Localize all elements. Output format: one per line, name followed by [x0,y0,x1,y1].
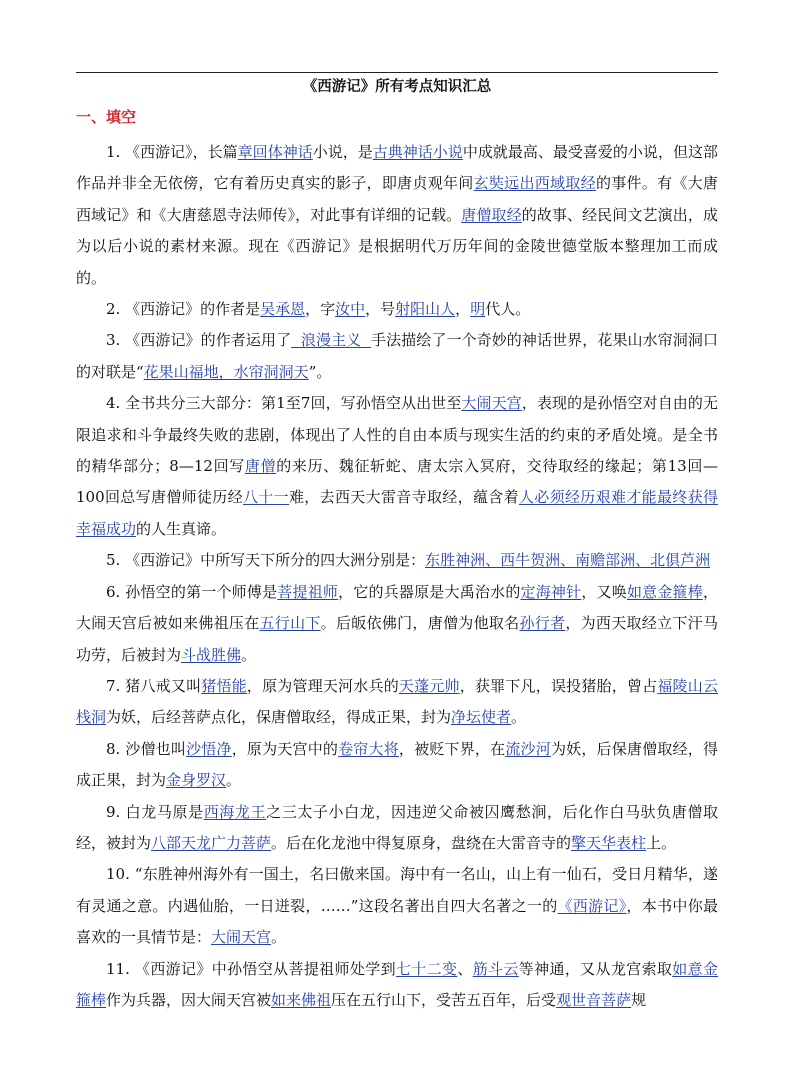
question-paragraph [76,734,718,797]
question-text: 代人。 [485,300,531,319]
answer-blank: 定海神针 [520,582,582,601]
answer-blank: 金身罗汉 [166,771,227,790]
question-text: 2. 《西游记》的作者是 [106,300,261,319]
question-text: 规 [631,990,647,1009]
answer-blank: 大闹天宫 [211,928,272,947]
question-text: 小说，是 [312,143,373,161]
document-body [76,137,718,1016]
question-text: 。 [226,771,242,790]
question-text: ，本书中你最喜欢的一具情节是： [76,896,718,947]
answer-blank: 章回体神话 [237,143,313,161]
question-text: 的故事、经民间文艺演出，成为以后小说的素材来源。现在《西游记》是根据明代万历年间的金陵世德堂版本整理加工而成的。 [76,205,718,287]
answer-blank: 明 [470,300,486,319]
question-text: 压在五行山下，受苦五百年，后受 [331,990,557,1009]
question-text: 、 [457,959,473,978]
section-heading: 一、填空 [76,108,137,126]
answer-blank: 射阳山人 [395,300,456,319]
answer-blank: 流沙河 [505,739,551,758]
question-text: ，原为天宫中的 [231,739,339,758]
question-text: ，大闹天宫后被如来佛祖压在 [76,582,718,633]
answer-blank: 八部天龙广力菩萨 [151,833,272,852]
question-text: 上。 [646,833,677,852]
answer-blank: 如来佛祖 [271,990,332,1009]
question-text: 的人生真谛。 [136,519,227,538]
answer-blank: 沙悟净 [186,739,232,758]
answer-blank: 天蓬元帅 [398,676,460,695]
answer-blank: 菩提祖师 [277,582,339,601]
question-text: 等神通，又从龙宫索取 [518,959,673,978]
answer-blank: 古典神话小说 [372,143,463,161]
question-paragraph [76,671,718,734]
question-paragraph [76,545,718,576]
document-title: 《西游记》所有考点知识汇总 [302,79,492,95]
question-text: 10. “东胜神州海外有一国土，名曰傲来国。海中有一名山，山上有一仙石，受日月精华，遂有灵通之意。内遇仙胎，一日迸裂，……”这段名著出自四大名著之一的 [76,865,718,915]
question-text: 3. 《西游记》的作者运用了 [106,331,292,350]
question-text: 中成就最高、最受喜爱的小说，但这部作品并非全无依傍，它有着历史真实的影子，即唐贞观年间 [76,143,718,193]
question-paragraph [76,954,718,1017]
question-paragraph [76,137,718,294]
answer-blank: 唐僧取经 [461,205,522,224]
question-text: ，它的兵器原是大禹治水的 [338,582,521,601]
question-text: 的来历、魏征斩蛇、唐太宗入冥府，交待取经的缘起；第13回—100回总写唐僧师徒历经 [76,457,718,507]
answer-blank: 筋斗云 [472,959,519,978]
answer-blank: 花果山福地，水帘洞洞天 [143,362,309,381]
question-text: 6. 孙悟空的第一个师傅是 [106,582,278,601]
answer-blank: 孙行者 [519,614,566,633]
question-text: ，为西天取经立下汗马功劳，后被封为 [76,614,718,664]
answer-blank: 福陵山云栈洞 [76,676,718,727]
question-paragraph [76,325,718,388]
answer-blank: 猪悟能 [201,676,247,695]
question-paragraph [76,797,718,860]
question-text: 。 [511,708,527,727]
question-text: 之三太子小白龙，因违逆父命被囚鹰愁涧，后化作白马驮负唐僧取经，被封为 [76,802,718,852]
question-text: 5. 《西游记》中所写天下所分的四大洲分别是： [106,551,426,570]
question-text: ”。 [308,362,332,381]
question-text: ， [455,300,471,319]
question-text: ，号 [365,300,396,319]
header-rule [76,72,718,73]
question-text: 难，去西天大雷音寺取经，蕴含着 [288,488,519,507]
answer-blank: 吴承恩 [260,300,306,319]
answer-blank: 玄奘远出西域取经 [473,174,596,193]
question-text: 。后皈依佛门，唐僧为他取名 [320,614,520,633]
answer-blank: 东胜神洲、西牛贺洲、南赡部洲、北俱芦洲 [425,551,711,570]
question-text: 。后在化龙池中得复原身，盘绕在大雷音寺的 [271,833,572,852]
answer-blank: 唐僧 [244,457,277,476]
question-text: 7. 猪八戒又叫 [106,676,202,695]
answer-blank: 如意金箍棒 [76,959,718,1009]
question-text: ，字 [305,300,336,319]
question-text: 为妖，后保唐僧取经，得成正果，封为 [76,739,718,790]
answer-blank: 人必须经历艰难才能最终获得幸福成功 [76,488,718,538]
answer-blank: 擎天华表柱 [571,833,647,852]
question-text: 1. 《西游记》，长篇 [106,143,238,161]
answer-blank: 如意金箍棒 [626,582,703,601]
question-text: ，又唤 [581,582,627,601]
question-text: ，表现的是孙悟空对自由的无限追求和斗争最终失败的悲剧，体现出了人性的自由本质与现实生活的约束的矛盾处境。是全书的精华部分；8—12回写 [76,394,718,476]
answer-blank: 斗战胜佛 [181,645,242,664]
question-paragraph [76,859,718,953]
answer-blank: 七十二变 [395,959,458,978]
answer-blank: 净坛使者 [451,708,512,727]
question-text: ，获罪下凡，误投猪胎，曾占 [459,676,658,695]
answer-blank: 五行山下 [259,614,321,633]
question-text: 的事件。有《大唐西域记》和《大唐慈恩寺法师传》，对此事有详细的记载。 [76,174,718,224]
question-text: 9. 白龙马原是 [106,802,204,821]
answer-blank: 大闹天宫 [461,394,522,413]
question-text: 。 [271,928,287,947]
answer-blank: 八十一 [242,488,289,507]
question-text: 。 [241,645,257,664]
answer-blank: 汝中 [335,300,366,319]
question-text: 作为兵器，因大闹天宫被 [106,990,272,1009]
question-text: 4. 全书共分三大部分：第1至7回，写孙悟空从出世至 [106,394,462,413]
question-text: 手法描绘了一个奇妙的神话世界，花果山水帘洞洞口的对联是“ [76,331,718,381]
question-text: 11. 《西游记》中孙悟空从菩提祖师处学到 [106,959,396,978]
question-paragraph [76,388,718,545]
answer-blank: 浪漫主义 [291,331,371,350]
question-text: ，原为管理天河水兵的 [246,676,399,695]
answer-blank: 《西游记》 [557,896,627,915]
question-text: 8. 沙僧也叫 [106,739,187,758]
question-paragraph [76,577,718,671]
answer-blank: 卷帘大将 [338,739,399,758]
answer-blank: 西海龙王 [203,802,267,821]
question-text: ，被贬下界，在 [398,739,506,758]
question-text: 为妖，后经菩萨点化，保唐僧取经，得成正果，封为 [106,708,452,727]
question-paragraph [76,294,718,325]
answer-blank: 观世音菩萨 [556,990,632,1009]
